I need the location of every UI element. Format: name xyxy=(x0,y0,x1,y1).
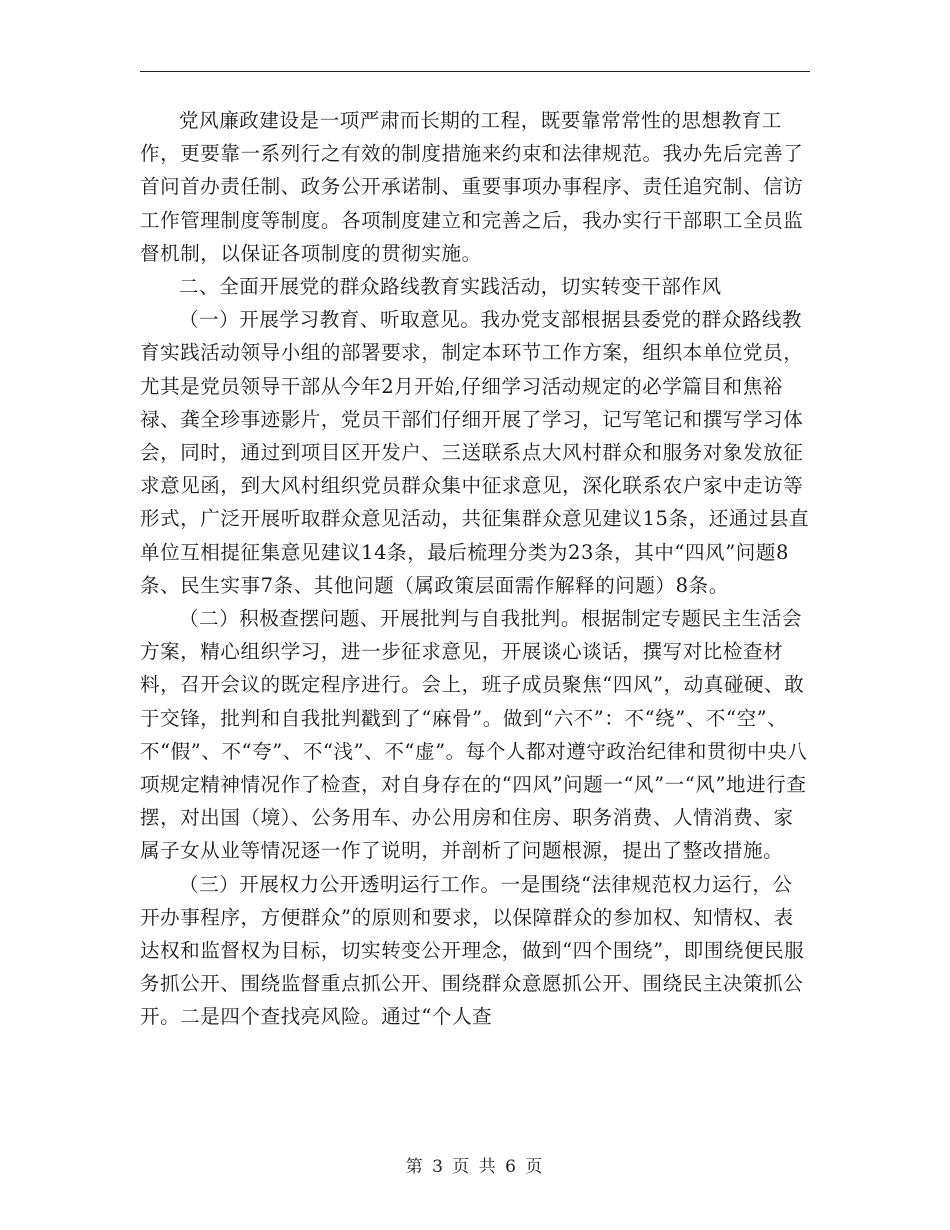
paragraph: 党风廉政建设是一项严肃而长期的工程，既要靠常常性的思想教育工作，更要靠一系列行之有效的制度措施来约束和法律规范。我办先后完善了首问首办责任制、政务公开承诺制、重要事项办事程序、责任追究制、信访工作管理制度等制度。各项制度建立和完善之后，我办实行干部职工全员监督机制，以保证各项制度的贯彻实施。 xyxy=(140,109,804,265)
paragraph: （二）积极查摆问题、开展批判与自我批判。根据制定专题民主生活会方案，精心组织学习，进一步征求意见，开展谈心谈话，撰写对比检查材料，召开会议的既定程序进行。会上，班子成员聚焦“四风”，动真碰硬、敢于交锋，批判和自我批判戳到了“麻骨”。做到“六不”：不“绕”、不“空”、不“假”、不“夸”、不“浅”、不“虚”。每个人都对遵守政治纪律和贯彻中央八项规定精神情况作了检查，对自身存在的“四风”问题一“风”一“风”地进行查摆，对出国（境）、公务用车、办公用房和住房、职务消费、人情消费、家属子女从业等情况逐一作了说明，并剖析了问题根源，提出了整改措施。 xyxy=(140,607,808,863)
header-rule xyxy=(140,71,810,72)
paragraph: （一）开展学习教育、听取意见。我办党支部根据县委党的群众路线教育实践活动领导小组的部署要求，制定本环节工作方案，组织本单位党员，尤其是党员领导干部从今年2月开始,仔细学习活动规定的必学篇目和焦裕禄、龚全珍事迹影片，党员干部们仔细开展了学习，记写笔记和撰写学习体会，同时，通过到项目区开发户、三送联系点大风村群众和服务对象发放征求意见函，到大风村组织党员群众集中征求意见，深化联系农户家中走访等形式，广泛开展听取群众意见活动，共征集群众意见建议15条，还通过县直单位互相提征集意见建议14条，最后梳理分类为23条，其中“四风”问题8条、民生实事7条、其他问题（属政策层面需作解释的问题）8条。 xyxy=(140,308,810,597)
page-footer: 第 3 页 共 6 页 xyxy=(405,1157,545,1177)
section-heading: 二、全面开展党的群众路线教育实践活动，切实转变干部作风 xyxy=(179,275,722,299)
body-text xyxy=(140,104,812,1034)
paragraph: （三）开展权力公开透明运行工作。一是围绕“法律规范权力运行，公开办事程序，方便群众”的原则和要求，以保障群众的参加权、知情权、表达权和监督权为目标，切实转变公开理念，做到“四个围绕”，即围绕便民服务抓公开、围绕监督重点抓公开、围绕群众意愿抓公开、围绕民主决策抓公开。二是四个查找亮风险。通过“个人查 xyxy=(140,872,805,1029)
